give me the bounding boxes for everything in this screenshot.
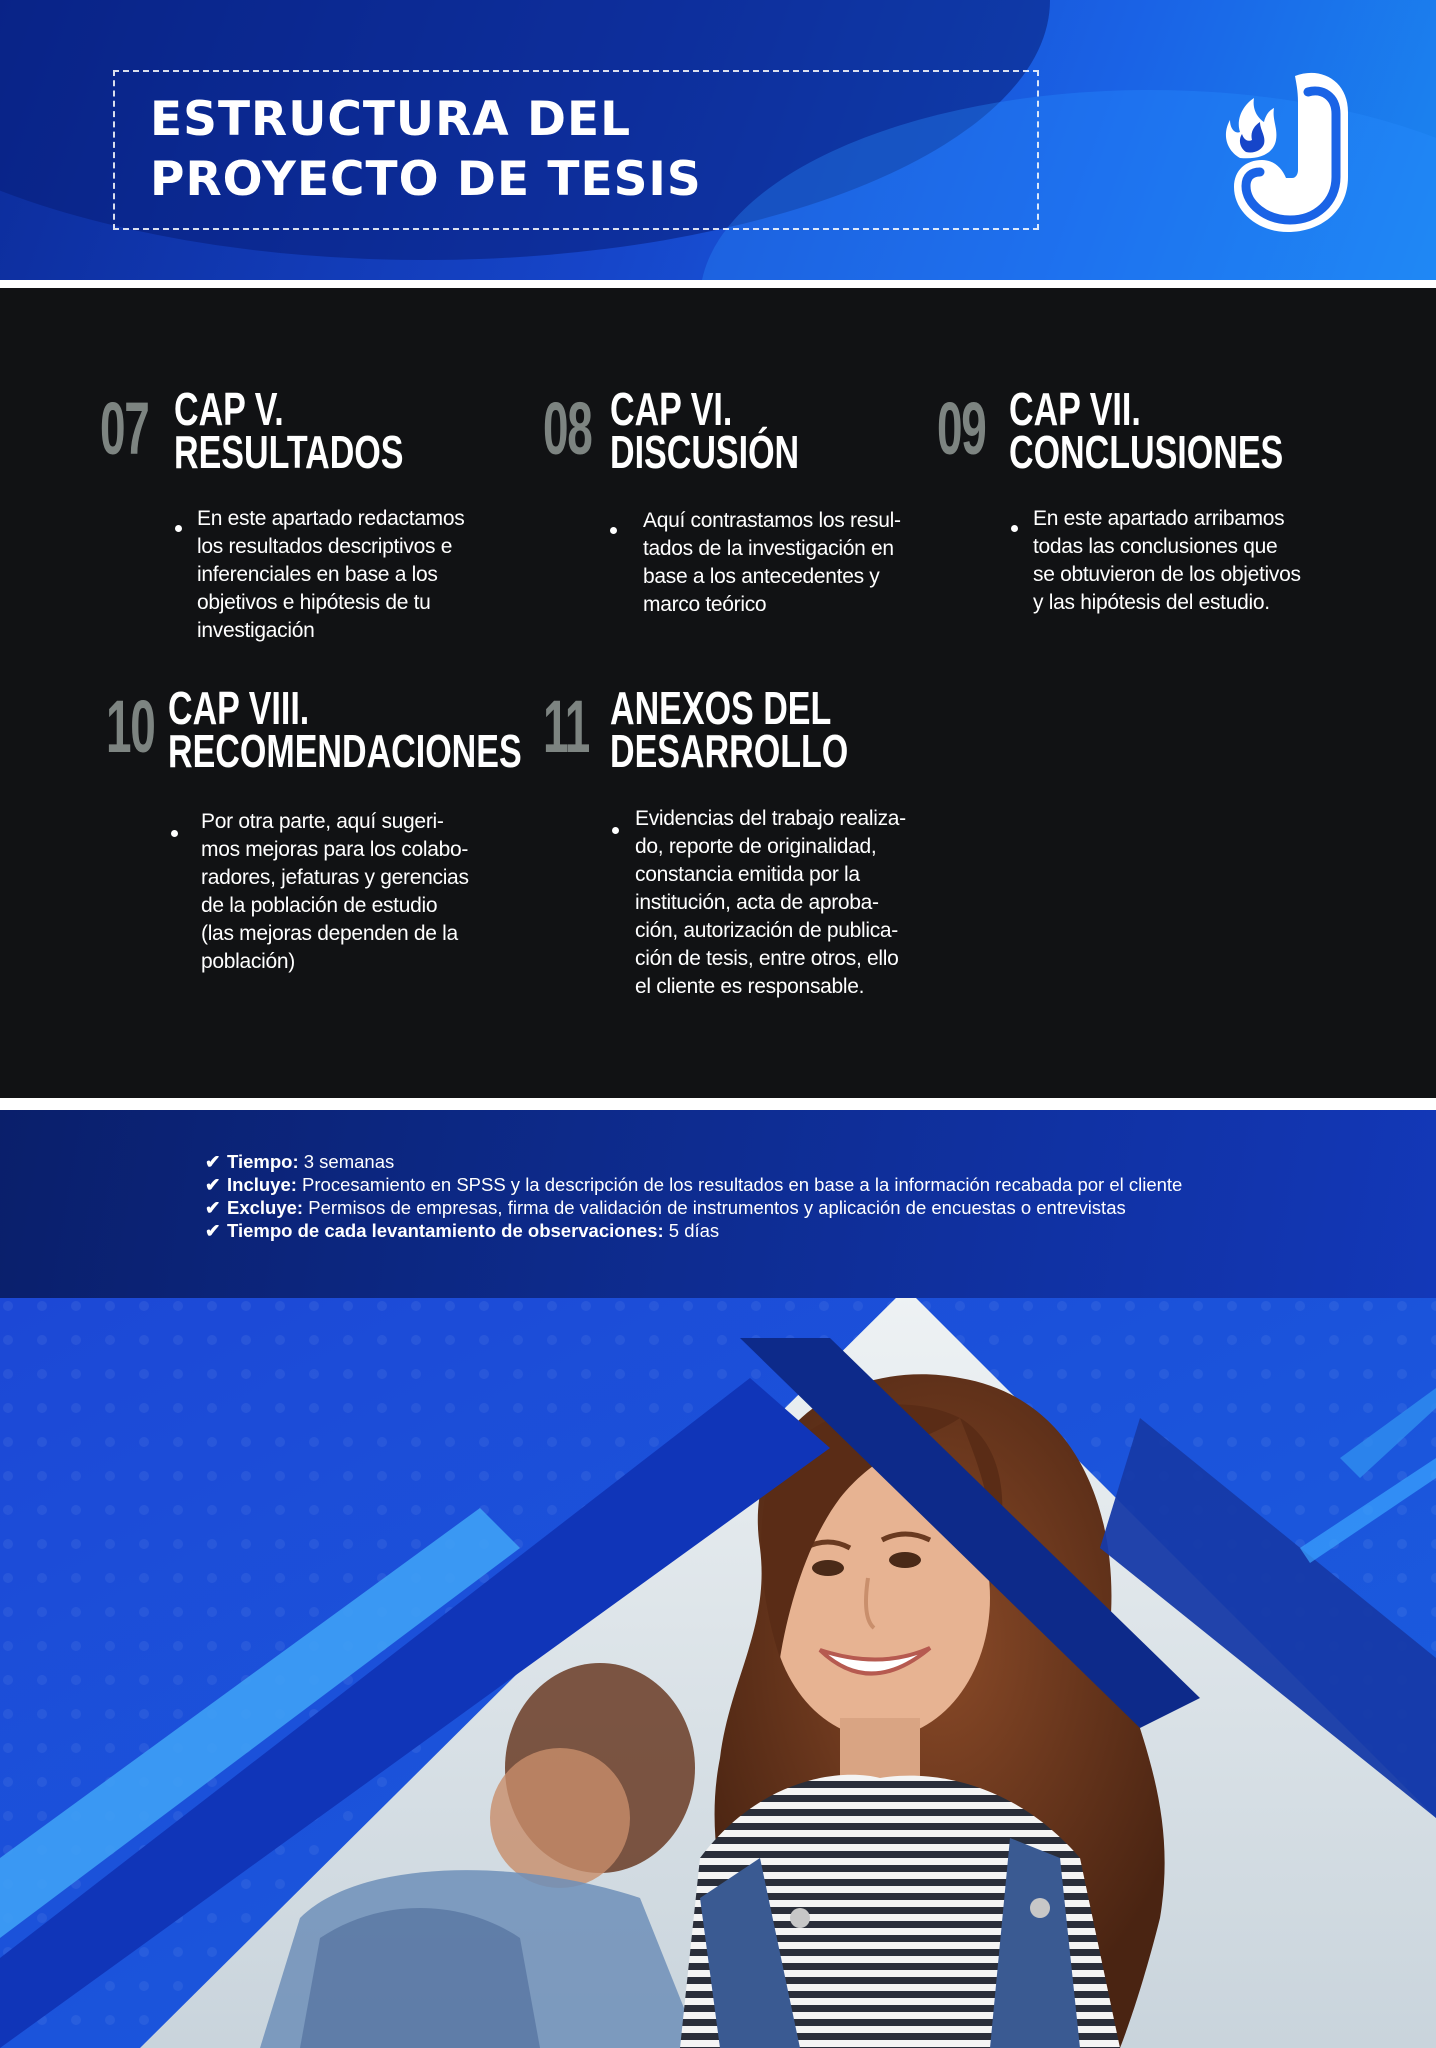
chapter-description: En este apartado arribamos todas las conclusiones que se obtuvieron de los objetivos y las hipótesis del estudio. bbox=[1033, 507, 1301, 614]
chapter-number: 08 bbox=[543, 387, 592, 470]
page-title-line2: PROYECTO DE TESIS bbox=[150, 152, 702, 207]
info-item-observaciones bbox=[205, 1219, 1182, 1242]
chapter-title-line1: CAP VIII. bbox=[168, 682, 310, 734]
info-label: Tiempo: bbox=[227, 1151, 299, 1172]
info-value: 5 días bbox=[663, 1220, 720, 1241]
check-icon: ✔ bbox=[205, 1174, 221, 1195]
chapter-number: 10 bbox=[106, 685, 155, 768]
chapter-description: Aquí contrastamos los resul- tados de la investigación en base a los antecedentes y marco teórico bbox=[643, 509, 901, 616]
info-value: 3 semanas bbox=[298, 1151, 395, 1172]
bullet-dot bbox=[1011, 525, 1018, 532]
page-title-line1: ESTRUCTURA DEL bbox=[150, 92, 632, 147]
chapter-number: 07 bbox=[100, 387, 149, 470]
flame-j-logo-icon bbox=[1200, 62, 1360, 242]
bullet-dot bbox=[610, 527, 617, 534]
chapter-title-line2: DESARROLLO bbox=[610, 725, 849, 777]
info-label: Tiempo de cada levantamiento de observaciones: bbox=[227, 1220, 664, 1241]
chapter-title-line1: ANEXOS DEL bbox=[610, 682, 832, 734]
chapter-number: 09 bbox=[937, 387, 986, 470]
bullet-dot bbox=[171, 830, 178, 837]
check-icon: ✔ bbox=[205, 1151, 221, 1172]
info-label: Incluye: bbox=[227, 1174, 297, 1195]
info-item-tiempo bbox=[205, 1150, 1182, 1173]
bullet-dot bbox=[175, 525, 182, 532]
check-icon: ✔ bbox=[205, 1197, 221, 1218]
bullet-dot bbox=[612, 827, 619, 834]
chapter-description: En este apartado redactamos los resultados descriptivos e inferenciales en base a los objetivos e hipótesis de tu investigación bbox=[197, 507, 465, 642]
service-info-list bbox=[205, 1150, 1182, 1242]
info-label: Excluye: bbox=[227, 1197, 304, 1218]
chapter-description: Por otra parte, aquí sugeri- mos mejoras para los colabo- radores, jefaturas y gerencias de la población de estudio (las mejoras dependen de la población) bbox=[201, 810, 469, 973]
info-value: Procesamiento en SPSS y la descripción de los resultados en base a la información recabada por el cliente bbox=[296, 1174, 1183, 1195]
info-item-excluye bbox=[205, 1196, 1182, 1219]
chapter-title-line2: CONCLUSIONES bbox=[1009, 426, 1284, 478]
chapter-number: 11 bbox=[543, 685, 590, 768]
students-photo bbox=[0, 1298, 1436, 2048]
chapter-description: Evidencias del trabajo realiza- do, reporte de originalidad, constancia emitida por la institución, acta de aproba- ción, autorización de publica- ción de tesis, entre otros, ello el cliente es responsable. bbox=[635, 807, 906, 998]
chapter-title-line2: DISCUSIÓN bbox=[610, 426, 800, 478]
chapter-title-line2: RECOMENDACIONES bbox=[168, 725, 522, 777]
info-value: Permisos de empresas, firma de validación de instrumentos y aplicación de encuestas o entrevistas bbox=[303, 1197, 1126, 1218]
chapter-title-line1: CAP VI. bbox=[610, 383, 733, 435]
chapter-title-line1: CAP VII. bbox=[1009, 383, 1141, 435]
chapter-title-line1: CAP V. bbox=[174, 383, 284, 435]
info-item-incluye bbox=[205, 1173, 1182, 1196]
chapter-title-line2: RESULTADOS bbox=[174, 426, 404, 478]
section-divider bbox=[0, 280, 1436, 288]
check-icon: ✔ bbox=[205, 1220, 221, 1241]
